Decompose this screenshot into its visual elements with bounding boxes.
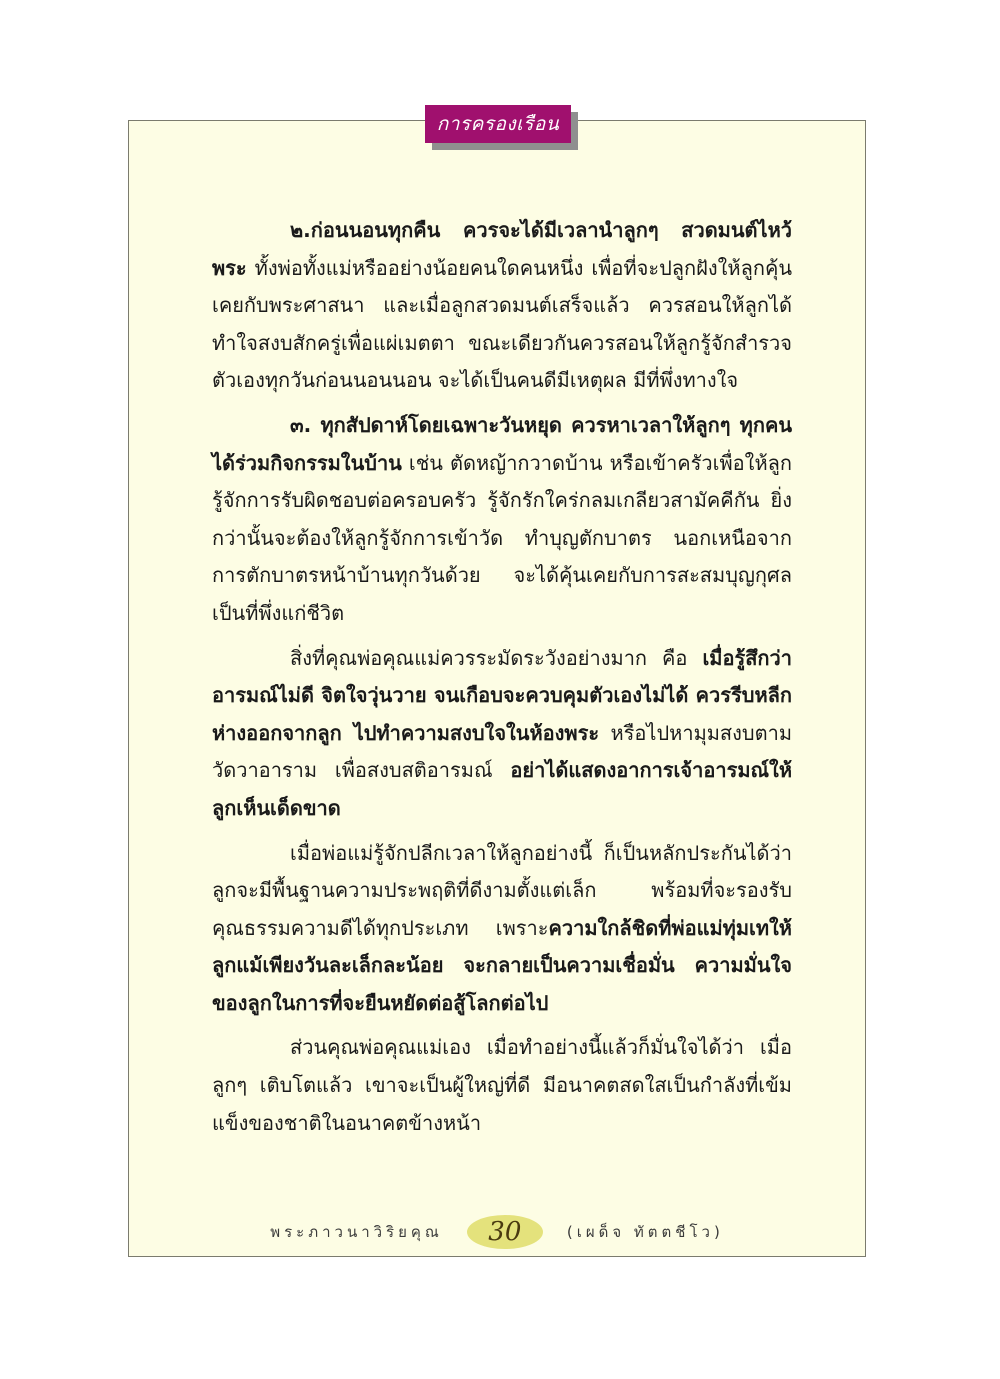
paragraph-4 <box>212 835 792 1023</box>
paragraph-3 <box>212 640 792 828</box>
footer-author: พระภาวนาวิริยคุณ <box>270 1223 443 1241</box>
bold-text: อย่าได้แสดงอาการเจ้าอารมณ์ให้ลูกเห็นเด็ดขาด <box>212 758 792 820</box>
paragraph-2 <box>212 407 792 633</box>
text-run: ส่วนคุณพ่อคุณแม่เอง เมื่อทำอย่างนี้แล้วก็มั่นใจได้ว่า เมื่อลูกๆ เติบโตแล้ว เขาจะเป็นผู้ใหญ่ที่ดี มีอนาคตสดใสเป็นกำลังที่เข้มแข็งของชาติในอนาคตข้างหน้า <box>212 1035 792 1135</box>
paragraph-5 <box>212 1029 792 1142</box>
page-footer <box>128 1214 866 1250</box>
chapter-header-tab: การครองเรือน <box>425 105 571 143</box>
bold-text: ๓. ทุกสัปดาห์โดยเฉพาะวันหยุด ควรหาเวลาให้ลูกๆ ทุกคนได้ร่วมกิจกรรมในบ้าน <box>212 412 792 475</box>
text-run: ทั้งพ่อทั้งแม่หรืออย่างน้อยคนใดคนหนึ่ง เพื่อที่จะปลูกฝังให้ลูกคุ้นเคยกับพระศาสนา และเมื่อลูกสวดมนต์เสร็จแล้ว ควรสอนให้ลูกได้ทำใจสงบสักครู่เพื่อแผ่เมตตา ขณะเดียวกันควรสอนให้ลูกรู้จักสำรวจตัวเองทุกวันก่อนนอนนอน จะได้เป็นคนดีมีเหตุผล มีที่พึ่งทางใจ <box>212 255 792 393</box>
paragraph-1 <box>212 212 792 400</box>
bold-text: เมื่อรู้สึกว่าอารมณ์ไม่ดี จิตใจวุ่นวาย จนเกือบจะควบคุมตัวเองไม่ได้ ควรรีบหลีกห่างออกจากลูก ไปทำความสงบใจในห้องพระ <box>212 645 792 745</box>
bold-text: ความใกล้ชิดที่พ่อแม่ทุ่มเทให้ลูกแม้เพียงวันละเล็กละน้อย จะกลายเป็นความเชื่อมั่น ความมั่นใจของลูกในการที่จะยืนหยัดต่อสู้โลกต่อไป <box>212 915 792 1015</box>
text-run: หรือไปหามุมสงบตามวัดวาอาราม เพื่อสงบสติอารมณ์ <box>212 720 793 783</box>
footer-author-name: (เผด็จ ทัตตชีโว) <box>566 1223 724 1241</box>
text-run: เมื่อพ่อแม่รู้จักปลีกเวลาให้ลูกอย่างนี้ ก็เป็นหลักประกันได้ว่าลูกจะมีพื้นฐานความประพฤติที่ดีงามตั้งแต่เล็ก พร้อมที่จะรองรับคุณธรรมความดีได้ทุกประเภท เพราะ <box>212 840 792 940</box>
body-text <box>212 212 792 1149</box>
text-run: เช่น ตัดหญ้ากวาดบ้าน หรือเข้าครัวเพื่อให้ลูกรู้จักการรับผิดชอบต่อครอบครัว รู้จักรักใคร่กลมเกลียวสามัคคีกัน ยิ่งกว่านั้นจะต้องให้ลูกรู้จักการเข้าวัด ทำบุญตักบาตร นอกเหนือจากการตักบาตรหน้าบ้านทุกวันด้วย จะได้คุ้นเคยกับการสะสมบุญกุศลเป็นที่พึ่งแก่ชีวิต <box>212 450 792 625</box>
text-run: สิ่งที่คุณพ่อคุณแม่ควรระมัดระวังอย่างมาก คือ <box>290 645 703 670</box>
bold-text: ๒.ก่อนนอนทุกคืน ควรจะได้มีเวลานำลูกๆ สวดมนต์ไหว้พระ <box>212 218 792 280</box>
page-number: 30 <box>467 1215 543 1249</box>
